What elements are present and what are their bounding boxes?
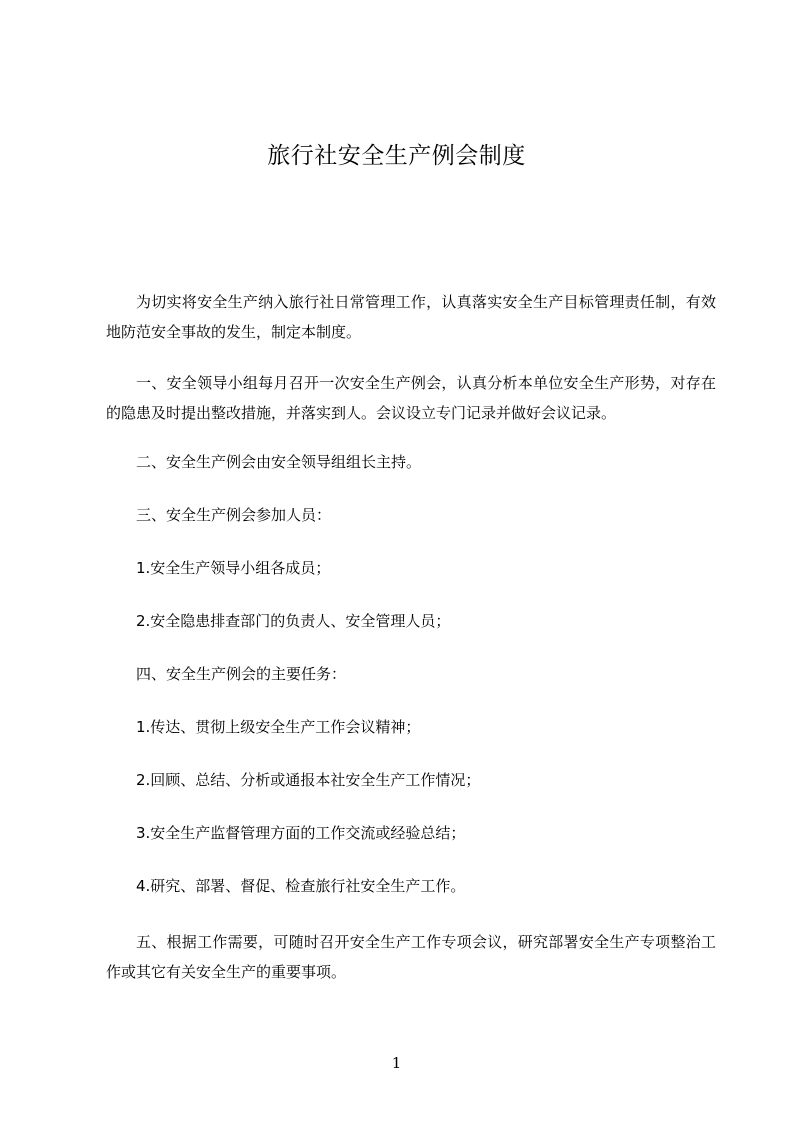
participants-item-2: 2.安全隐患排查部门的负责人、安全管理人员； bbox=[136, 612, 451, 630]
task-item-1: 1.传达、贯彻上级安全生产工作会议精神； bbox=[136, 718, 421, 736]
section-three-paragraph: 三、安全生产例会参加人员： bbox=[136, 506, 332, 524]
task-item-4: 4.研究、部署、督促、检查旅行社安全生产工作。 bbox=[136, 877, 466, 895]
section-two-paragraph: 二、安全生产例会由安全领导组组长主持。 bbox=[136, 453, 422, 471]
task-item-3: 3.安全生产监督管理方面的工作交流或经验总结； bbox=[136, 824, 466, 842]
page-number: 1 bbox=[391, 1054, 402, 1072]
participants-item-1: 1.安全生产领导小组各成员； bbox=[136, 559, 331, 577]
document-title: 旅行社安全生产例会制度 bbox=[267, 143, 526, 169]
task-item-2: 2.回顾、总结、分析或通报本社安全生产工作情况； bbox=[136, 771, 481, 789]
section-four-paragraph: 四、安全生产例会的主要任务： bbox=[136, 665, 347, 683]
intro-paragraph: 为切实将安全生产纳入旅行社日常管理工作，认真落实安全生产目标管理责任制，有效地防范安全事故的发生，制定本制度。 bbox=[106, 293, 716, 341]
section-five-paragraph: 五、根据工作需要，可随时召开安全生产工作专项会议，研究部署安全生产专项整治工作或其它有关安全生产的重要事项。 bbox=[106, 933, 716, 981]
section-one-paragraph: 一、安全领导小组每月召开一次安全生产例会，认真分析本单位安全生产形势，对存在的隐患及时提出整改措施，并落实到人。会议设立专门记录并做好会议记录。 bbox=[106, 374, 716, 422]
